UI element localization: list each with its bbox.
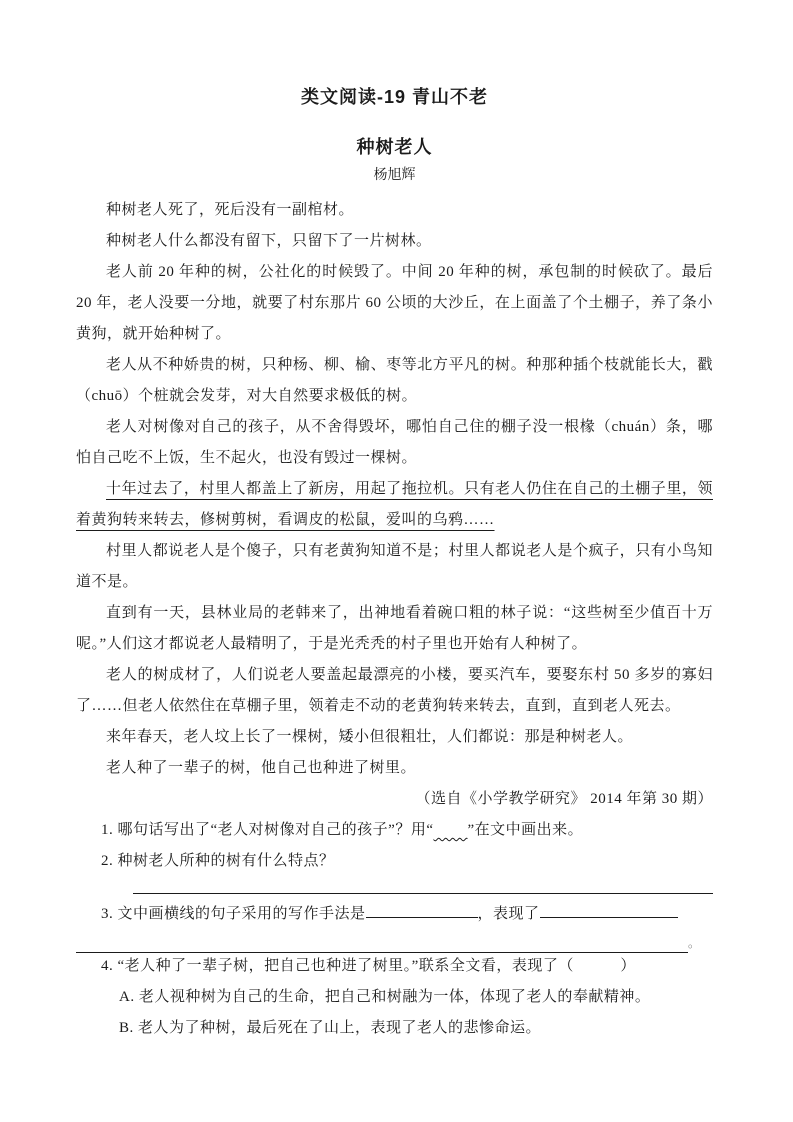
- question-1-text-before: 1. 哪句话写出了“老人对树像对自己的孩子”？用“: [101, 822, 434, 838]
- passage-paragraph: 直到有一天，县林业局的老韩来了，出神地看着碗口粗的林子说：“这些树至少值百十万呢。”人们这才都说老人最精明了，于是光秃秃的村子里也开始有人种树了。: [76, 605, 713, 652]
- answer-blank-line-q2: [133, 877, 713, 894]
- question-2: 2. 种树老人所种的树有什么特点？: [101, 853, 335, 869]
- question-3: [101, 899, 713, 930]
- passage-paragraph: 老人从不种娇贵的树，只种杨、柳、榆、枣等北方平凡的树。种那种插个枝就能长大，戳（chuō）个桩就会发芽，对大自然要求极低的树。: [76, 357, 713, 404]
- fill-blank-2: [540, 901, 678, 918]
- passage-body: [76, 195, 713, 815]
- passage-paragraph: 老人的树成材了，人们说老人要盖起最漂亮的小楼，要买汽车，要娶东村 50 多岁的寡妇了……但老人依然住在草棚子里，领着走不动的老黄狗转来转去，直到，直到老人死去。: [76, 667, 713, 714]
- trailing-period: 。: [688, 936, 701, 950]
- passage-paragraph: 种树老人死了，死后没有一副棺材。: [106, 202, 355, 218]
- doc-title: 类文阅读-19 青山不老: [300, 87, 489, 107]
- fill-blank-1: [366, 901, 478, 918]
- passage-source: （选自《小学教学研究》 2014 年第 30 期）: [415, 791, 713, 807]
- passage-paragraph: 村里人都说老人是个傻子，只有老黄狗知道不是；村里人都说老人是个疯子，只有小鸟知道不是。: [76, 543, 713, 590]
- passage-author: 杨旭辉: [373, 168, 416, 183]
- passage-paragraph: 老人前 20 年种的树，公社化的时候毁了。中间 20 年种的树，承包制的时候砍了。最后 20 年，老人没要一分地，就要了村东那片 60 公顷的大沙丘，在上面盖了个土棚子，养了条小黄狗，就开始种树了。: [76, 264, 713, 342]
- passage-paragraph: 来年春天，老人坟上长了一棵树，矮小但很粗壮，人们都说：那是种树老人。: [106, 729, 634, 745]
- question-1-text-after: ”在文中画出来。: [467, 822, 584, 838]
- passage-paragraph: 老人对树像对自己的孩子，从不舍得毁坏，哪怕自己住的棚子没一根椽（chuán）条，哪怕自己吃不上饭，生不起火，也没有毁过一棵树。: [76, 419, 713, 466]
- question-3-text-2: ，表现了: [477, 906, 540, 922]
- question-3-text-1: 3. 文中画横线的句子采用的写作手法是: [101, 906, 366, 922]
- answer-blank-line-q3: [76, 930, 713, 950]
- wavy-line-blank: [433, 815, 467, 846]
- passage-paragraph-underlined: 十年过去了，村里人都盖上了新房，用起了拖拉机。只有老人仍住在自己的土棚子里，领着黄狗转来转去，修树剪树，看调皮的松鼠，爱叫的乌鸦……: [76, 481, 713, 528]
- passage-paragraph: 种树老人什么都没有留下，只留下了一片树林。: [106, 233, 432, 249]
- questions-section: [101, 815, 713, 1044]
- question-4-option-a: A. 老人视种树为自己的生命，把自己和树融为一体，体现了老人的奉献精神。: [119, 989, 651, 1005]
- passage-paragraph: 老人种了一辈子的树，他自己也种进了树里。: [106, 760, 417, 776]
- question-4-option-b: B. 老人为了种树，最后死在了山上，表现了老人的悲惨命运。: [119, 1020, 542, 1036]
- question-1: [101, 815, 713, 846]
- passage-title: 种树老人: [356, 137, 433, 157]
- question-4: 4. “老人种了一辈子树，把自己也种进了树里。”联系全文看，表现了（ ）: [101, 958, 636, 974]
